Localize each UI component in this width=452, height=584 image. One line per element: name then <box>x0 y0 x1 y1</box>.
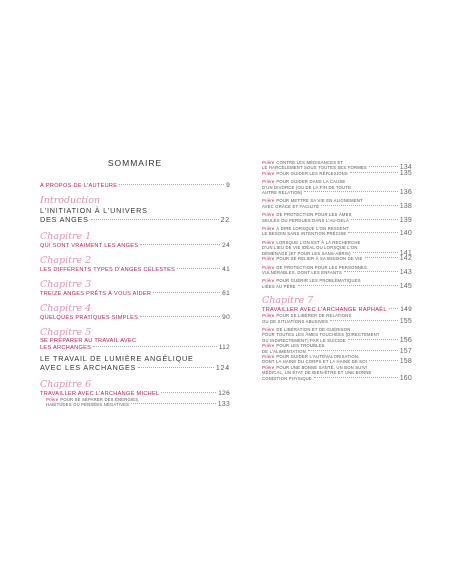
toc-subentry[interactable]: Prière POUR SE SÉPARER DES ÉNERGIES, HABITUDES OU PENSÉES NÉGATIVES 133 <box>46 397 230 409</box>
toc-subentry[interactable]: Prière POUR GUIDER LES RÉFLEXIONS 135 <box>262 169 412 177</box>
chapter-label: Chapitre 5 <box>40 327 92 338</box>
toc-heading: SOMMAIRE <box>107 158 163 168</box>
toc-entry[interactable]: TRAVAILLER AVEC L'ARCHANGE RAPHAËL 149 <box>262 306 412 314</box>
toc-subentry[interactable]: Prière POUR METTRE SA VIE EN ALIGNEMENT AVEC GRÂCE ET FACILITÉ 138 <box>262 198 412 210</box>
toc-entry[interactable]: QUI SONT VRAIMENT LES ANGES 24 <box>40 242 230 249</box>
toc-entry[interactable]: LE TRAVAIL DE LUMIÈRE ANGÉLIQUE AVEC LES ARCHANGES 124 <box>40 354 230 372</box>
chapter-label: Chapitre 2 <box>40 255 92 266</box>
toc-subentry[interactable]: Prière DE PROTECTION POUR LES PERSONNES VULNÉRABLES, DONT LES ENFANTS 143 <box>262 264 412 276</box>
toc-entry[interactable]: L'INITIATION À L'UNIVERS DES ANGES 22 <box>40 206 230 224</box>
toc-entry[interactable]: QUELQUES PRATIQUES SIMPLES 90 <box>40 314 230 321</box>
chapter-label: Introduction <box>40 195 101 206</box>
toc-subentry[interactable]: Prière POUR GUÉRIR LES PROBLÉMATIQUES LIÉES AU PÈRE 145 <box>262 278 412 290</box>
toc-right-column <box>262 160 412 381</box>
toc-subentry[interactable]: Prière POUR LES TROUBLES DE L'ALIMENTATION 157 <box>262 343 412 355</box>
chapter-label: Chapitre 4 <box>40 303 92 314</box>
toc-entry[interactable]: À PROPOS DE L'AUTEURE 9 <box>40 182 230 189</box>
toc-subentry[interactable]: Prière CONTRE LES MÉDISANCES ET LE HARCÈLEMENT SOUS TOUTES SES FORMES 134 <box>262 160 412 172</box>
toc-subentry[interactable]: Prière LORSQUE L'ON EST À LA RECHERCHE D'UN LIEU DE VIE IDÉAL OU LORSQUE L'ON DÉMÉNAGE (ET POUR LES SANS-ABRIS) 141 <box>262 239 412 257</box>
toc-subentry[interactable]: Prière DE LIBÉRATION ET DE GUÉRISON POUR TOUTES LES ÂMES TOUCHÉES (DIRECTEMENT OU INDIRECTEMENT) PAR LE SUICIDE 156 <box>262 326 412 344</box>
toc-subentry[interactable]: Prière DE PROTECTION POUR LES ÂMES SEULES OU PERDUES DANS L'AU-DELÀ 139 <box>262 212 412 224</box>
chapter-label: Chapitre 7 <box>262 295 314 307</box>
toc-subentry[interactable]: Prière POUR SE RELIER À SA MISSION DE VIE 142 <box>262 255 412 263</box>
chapter-label: Chapitre 6 <box>40 379 92 390</box>
toc-entry[interactable]: SE PRÉPARER AU TRAVAIL AVEC LES ARCHANGES 112 <box>40 338 230 351</box>
toc-entry[interactable]: TREIZE ANGES PRÊTS À VOUS AIDER 61 <box>40 290 230 297</box>
toc-subentry[interactable]: Prière POUR UNE BONNE SANTÉ, UN BON SUIVI MÉDICAL, UN ÉTAT DE BIEN-ÊTRE ET UNE BONNE CONDITION PHYSIQUE 160 <box>262 364 412 382</box>
toc-left-column <box>40 158 230 408</box>
toc-entry[interactable]: LES DIFFÉRENTS TYPES D'ANGES CÉLESTES 41 <box>40 266 230 273</box>
chapter-label: Chapitre 1 <box>40 231 92 242</box>
toc-subentry[interactable]: Prière POUR SE LIBÉRER DE RELATIONS OU DE SITUATIONS ABUSIVES 155 <box>262 313 412 325</box>
toc-subentry[interactable]: Prière POUR GUIDER L'AUTOVALORISATION, DONT LA HAINE DU CORPS ET LA HAINE DE SOI 158 <box>262 353 412 366</box>
toc-entry[interactable]: TRAVAILLER AVEC L'ARCHANGE MICHEL 126 <box>40 390 230 397</box>
chapter-label: Chapitre 3 <box>40 279 92 290</box>
toc-subentry[interactable]: Prière À DIRE LORSQUE L'ON RESSENT LE BESOIN SANS INTENTION PRÉCISE 140 <box>262 226 412 238</box>
toc-subentry[interactable]: Prière POUR GUIDER DANS LA CAUSE D'UN DIVORCE (OU DE LA FIN DE TOUTE AUTRE RELATION) 136 <box>262 179 412 197</box>
